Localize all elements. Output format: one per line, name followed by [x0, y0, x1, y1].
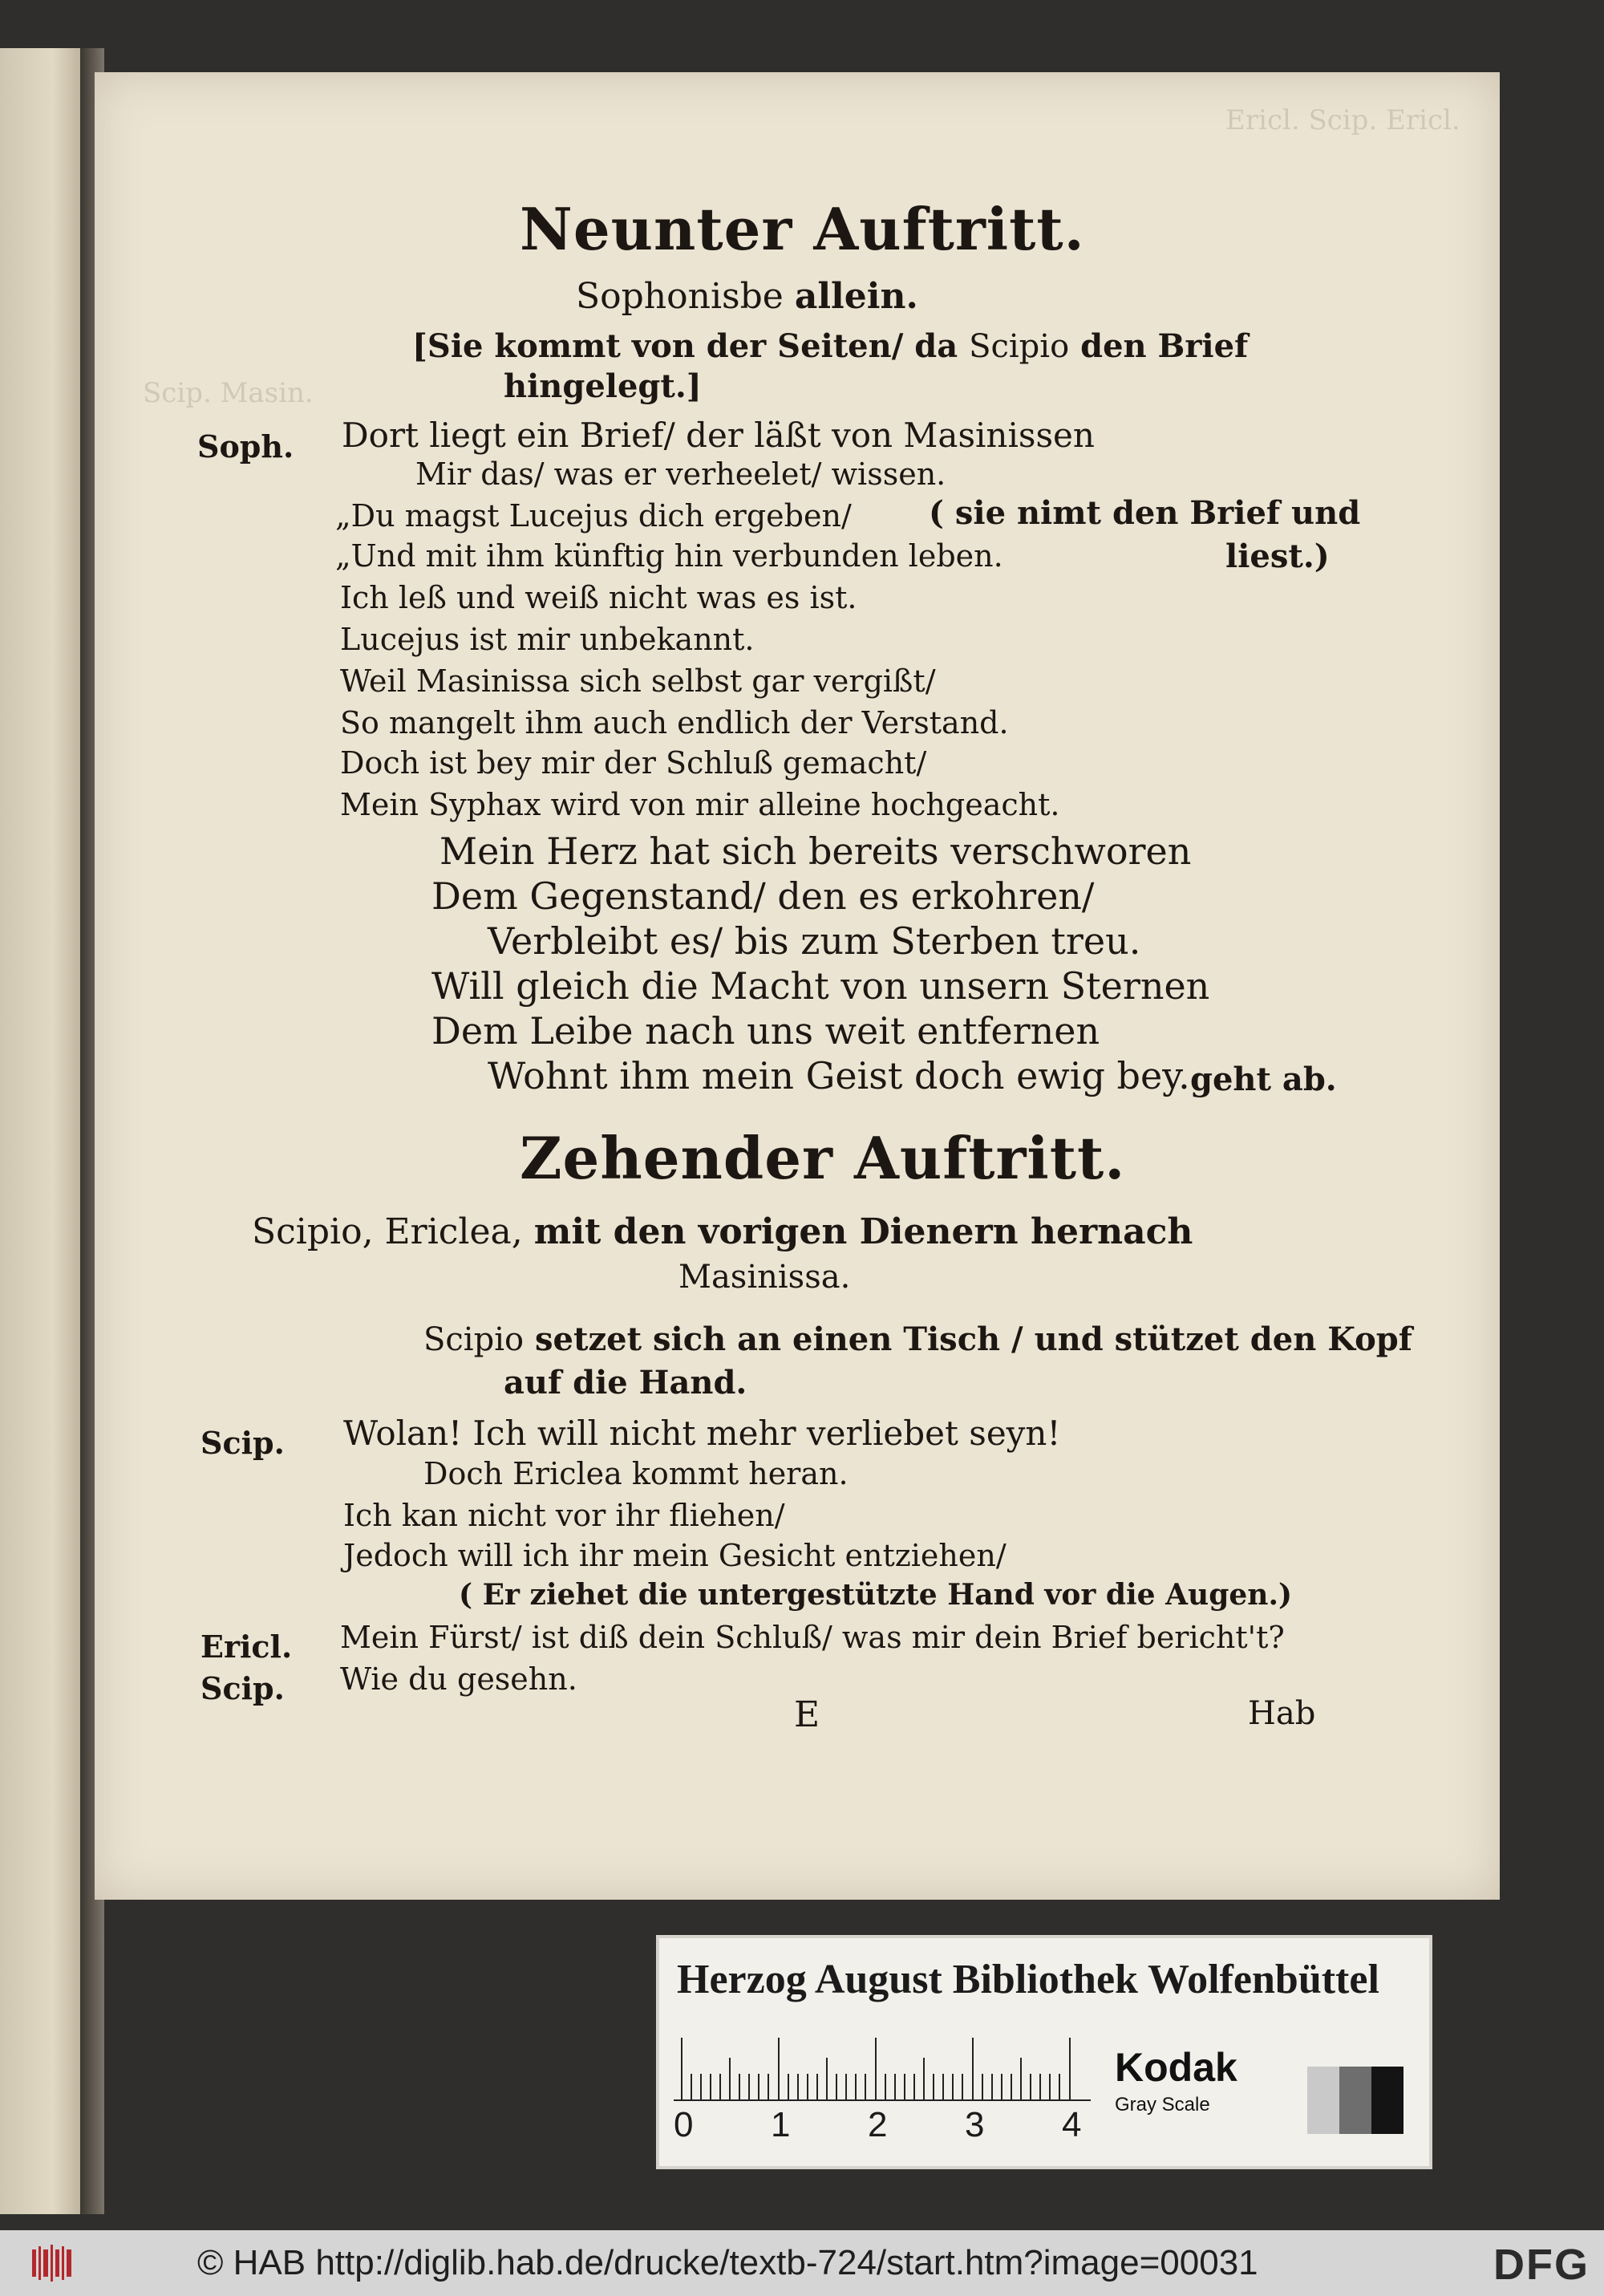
poem-line: Dem Leibe nach uns weit entfernen: [431, 1009, 1100, 1053]
color-reference-card: [656, 1935, 1432, 2169]
speaker-label: Scip.: [200, 1425, 285, 1461]
ruler-number: 4: [1062, 2105, 1082, 2144]
verse-line: Mein Syphax wird von mir alleine hochgeacht.: [340, 787, 1060, 822]
hab-barcode-icon: [30, 2243, 75, 2283]
character-name: Masinissa.: [678, 1259, 851, 1296]
verse-line: Jedoch will ich ihr mein Gesicht entziehen/: [343, 1538, 1007, 1573]
bleed-through-text: Scip. Masin.: [143, 377, 314, 409]
stage-direction-9: [412, 327, 1249, 365]
verse-line: Lucejus ist mir unbekannt.: [340, 622, 755, 657]
gray-scale-label: Gray Scale: [1115, 2094, 1210, 2115]
poem-line: Mein Herz hat sich bereits verschworen: [439, 830, 1192, 873]
gray-swatch-dark: [1371, 2067, 1404, 2134]
footer-url-text[interactable]: © HAB http://diglib.hab.de/drucke/textb-724/start.htm?image=00031: [197, 2243, 1258, 2282]
footer-bar: [0, 2230, 1604, 2296]
stage-text: [Sie kommt von der Seiten/ da: [412, 327, 958, 365]
dfg-logo: DFG: [1493, 2241, 1590, 2289]
stage-aside: liest.): [1225, 537, 1330, 575]
stage-aside: ( sie nimt den Brief und: [929, 494, 1361, 532]
verse-line: „Du magst Lucejus dich ergeben/: [335, 498, 852, 533]
poem-line: Dem Gegenstand/ den es erkohren/: [431, 874, 1095, 918]
scene-title-9: Neunter Auftritt.: [520, 195, 1085, 263]
scene-title-10: Zehender Auftritt.: [520, 1124, 1126, 1192]
poem-line: Will gleich die Macht von unsern Sternen: [431, 964, 1210, 1008]
character-name: Scipio, Ericlea,: [252, 1211, 523, 1252]
verse-line: Wie du gesehn.: [340, 1661, 577, 1697]
stage-direction-10-cont: auf die Hand.: [504, 1364, 747, 1402]
verse-line: So mangelt ihm auch endlich der Verstand.: [340, 705, 1009, 740]
verse-line: Doch ist bey mir der Schluß gemacht/: [340, 745, 927, 781]
verse-line: Doch Ericlea kommt heran.: [423, 1456, 849, 1491]
stage-text: setzet sich an einen Tisch / und stützet den Kopf: [535, 1320, 1412, 1358]
stage-direction-10: [423, 1320, 1412, 1358]
stage-text: mit den vorigen Dienern hernach: [533, 1211, 1193, 1252]
verse-line: Mir das/ was er verheelet/ wissen.: [415, 456, 946, 492]
card-title: Herzog August Bibliothek Wolfenbüttel: [677, 1957, 1379, 2002]
stage-direction-aside: ( Er ziehet die untergestützte Hand vor die Augen.): [459, 1578, 1293, 1612]
verse-line: Dort liegt ein Brief/ der läßt von Masinissen: [342, 416, 1095, 455]
verse-line: Ich leß und weiß nicht was es ist.: [340, 580, 857, 615]
signature-mark: E: [794, 1694, 820, 1735]
poem-line: Wohnt ihm mein Geist doch ewig bey.: [488, 1054, 1190, 1097]
ruler-number: 3: [965, 2105, 985, 2144]
verse-line: Weil Masinissa sich selbst gar vergißt/: [340, 663, 936, 699]
scene-characters-10: [252, 1211, 1193, 1252]
verse-line: „Und mit ihm künftig hin verbunden leben.: [335, 538, 1003, 574]
verse-line: Wolan! Ich will nicht mehr verliebet seyn!: [343, 1414, 1061, 1453]
kodak-logo: Kodak: [1115, 2045, 1237, 2090]
ruler-scale: [674, 2038, 1091, 2102]
exit-direction: geht ab.: [1190, 1061, 1337, 1098]
speaker-label: Soph.: [197, 428, 294, 464]
stage-word: allein.: [794, 276, 918, 317]
speaker-label: Ericl.: [200, 1629, 293, 1665]
speaker-label: Scip.: [200, 1670, 285, 1706]
ruler-number: 0: [674, 2105, 694, 2144]
verse-line: Mein Fürst/ ist diß dein Schluß/ was mir dein Brief bericht't?: [340, 1620, 1285, 1655]
bleed-through-text: Ericl. Scip. Ericl.: [1225, 104, 1460, 136]
ruler-number: 1: [771, 2105, 791, 2144]
stage-direction-9-cont: hingelegt.]: [504, 367, 702, 405]
book-page: [95, 72, 1500, 1900]
character-name: Scipio: [969, 328, 1070, 365]
character-name: Scipio: [423, 1321, 525, 1358]
gray-swatch-light: [1307, 2067, 1339, 2134]
ruler-number: 2: [868, 2105, 888, 2144]
verse-line: Ich kan nicht vor ihr fliehen/: [343, 1498, 785, 1533]
poem-line: Verbleibt es/ bis zum Sterben treu.: [488, 919, 1141, 963]
gray-swatch-mid: [1339, 2067, 1371, 2134]
catchword: Hab: [1248, 1695, 1316, 1732]
character-name: Sophonisbe: [576, 276, 784, 317]
stage-text: den Brief: [1080, 327, 1249, 365]
scene-characters-9: [576, 276, 918, 317]
